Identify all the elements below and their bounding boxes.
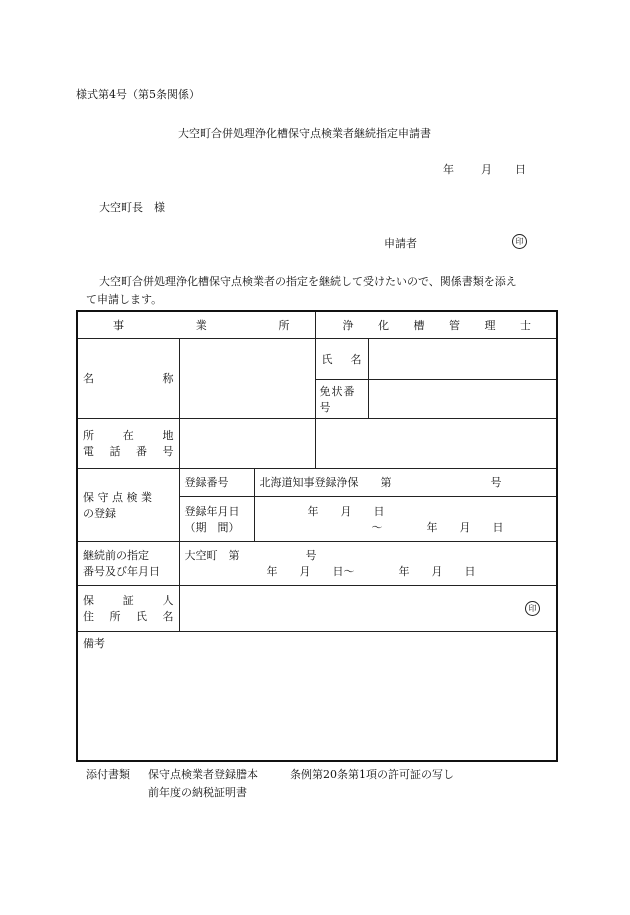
address-label: 所 在 地 電 話 番 号 (77, 418, 179, 468)
date-month: 月 (481, 163, 492, 176)
guarantor-label: 保 証 人 住 所 氏 名 (77, 585, 179, 631)
header-manager: 浄 化 槽 管 理 士 (315, 311, 557, 338)
person-name-label: 氏 名 (316, 339, 369, 379)
addressee: 大空町長 様 (99, 201, 165, 214)
reg-date-label: 登録年月日 （期 間） (179, 496, 254, 541)
license-label: 免状番号 (316, 380, 369, 418)
body-text-line-2: て申請します。 (86, 293, 163, 306)
guarantor-seal-icon: 印 (525, 601, 540, 616)
license-number-field[interactable] (369, 380, 557, 418)
body-text-line-1: 大空町合併処理浄化槽保守点検業者の指定を継続して受けたいので、関係書類を添え (99, 275, 517, 288)
application-form-table (76, 310, 558, 762)
registration-label: 保 守 点 検 業 の登録 (77, 468, 179, 541)
person-name-field[interactable] (369, 339, 557, 379)
header-business: 事 業 所 (77, 311, 315, 338)
date-day: 日 (515, 163, 526, 176)
reg-number-label: 登録番号 (179, 468, 254, 496)
form-number: 様式第4号（第5条関係） (76, 88, 200, 101)
attachment-item-3: 前年度の納税証明書 (148, 786, 247, 799)
applicant-label: 申請者 (384, 237, 417, 250)
remarks-label: 備考 (83, 636, 105, 650)
manager-name-row (315, 338, 557, 379)
attachments-label: 添付書類 (86, 768, 130, 781)
previous-designation-field[interactable]: 大空町 第 号 年 月 日～ 年 月 日 (179, 541, 557, 585)
document-title: 大空町合併処理浄化槽保守点検業者継続指定申請書 (178, 127, 431, 140)
date-year: 年 (443, 163, 454, 176)
attachment-item-2: 条例第20条第1項の許可証の写し (290, 768, 454, 781)
reg-number-field[interactable]: 北海道知事登録浄保 第 号 (254, 468, 557, 496)
guarantor-field[interactable] (179, 585, 557, 631)
license-row (315, 379, 557, 418)
remarks-field[interactable] (77, 631, 557, 761)
applicant-seal-icon: 印 (512, 234, 527, 249)
manager-address-field[interactable] (315, 418, 557, 468)
business-name-field[interactable] (179, 338, 315, 418)
attachment-item-1: 保守点検業者登録謄本 (148, 768, 258, 781)
previous-designation-label: 継続前の指定 番号及び年月日 (77, 541, 179, 585)
name-label: 名 称 (77, 338, 179, 418)
address-field[interactable] (179, 418, 315, 468)
reg-date-field[interactable]: 年 月 日 ～ 年 月 日 (254, 496, 557, 541)
